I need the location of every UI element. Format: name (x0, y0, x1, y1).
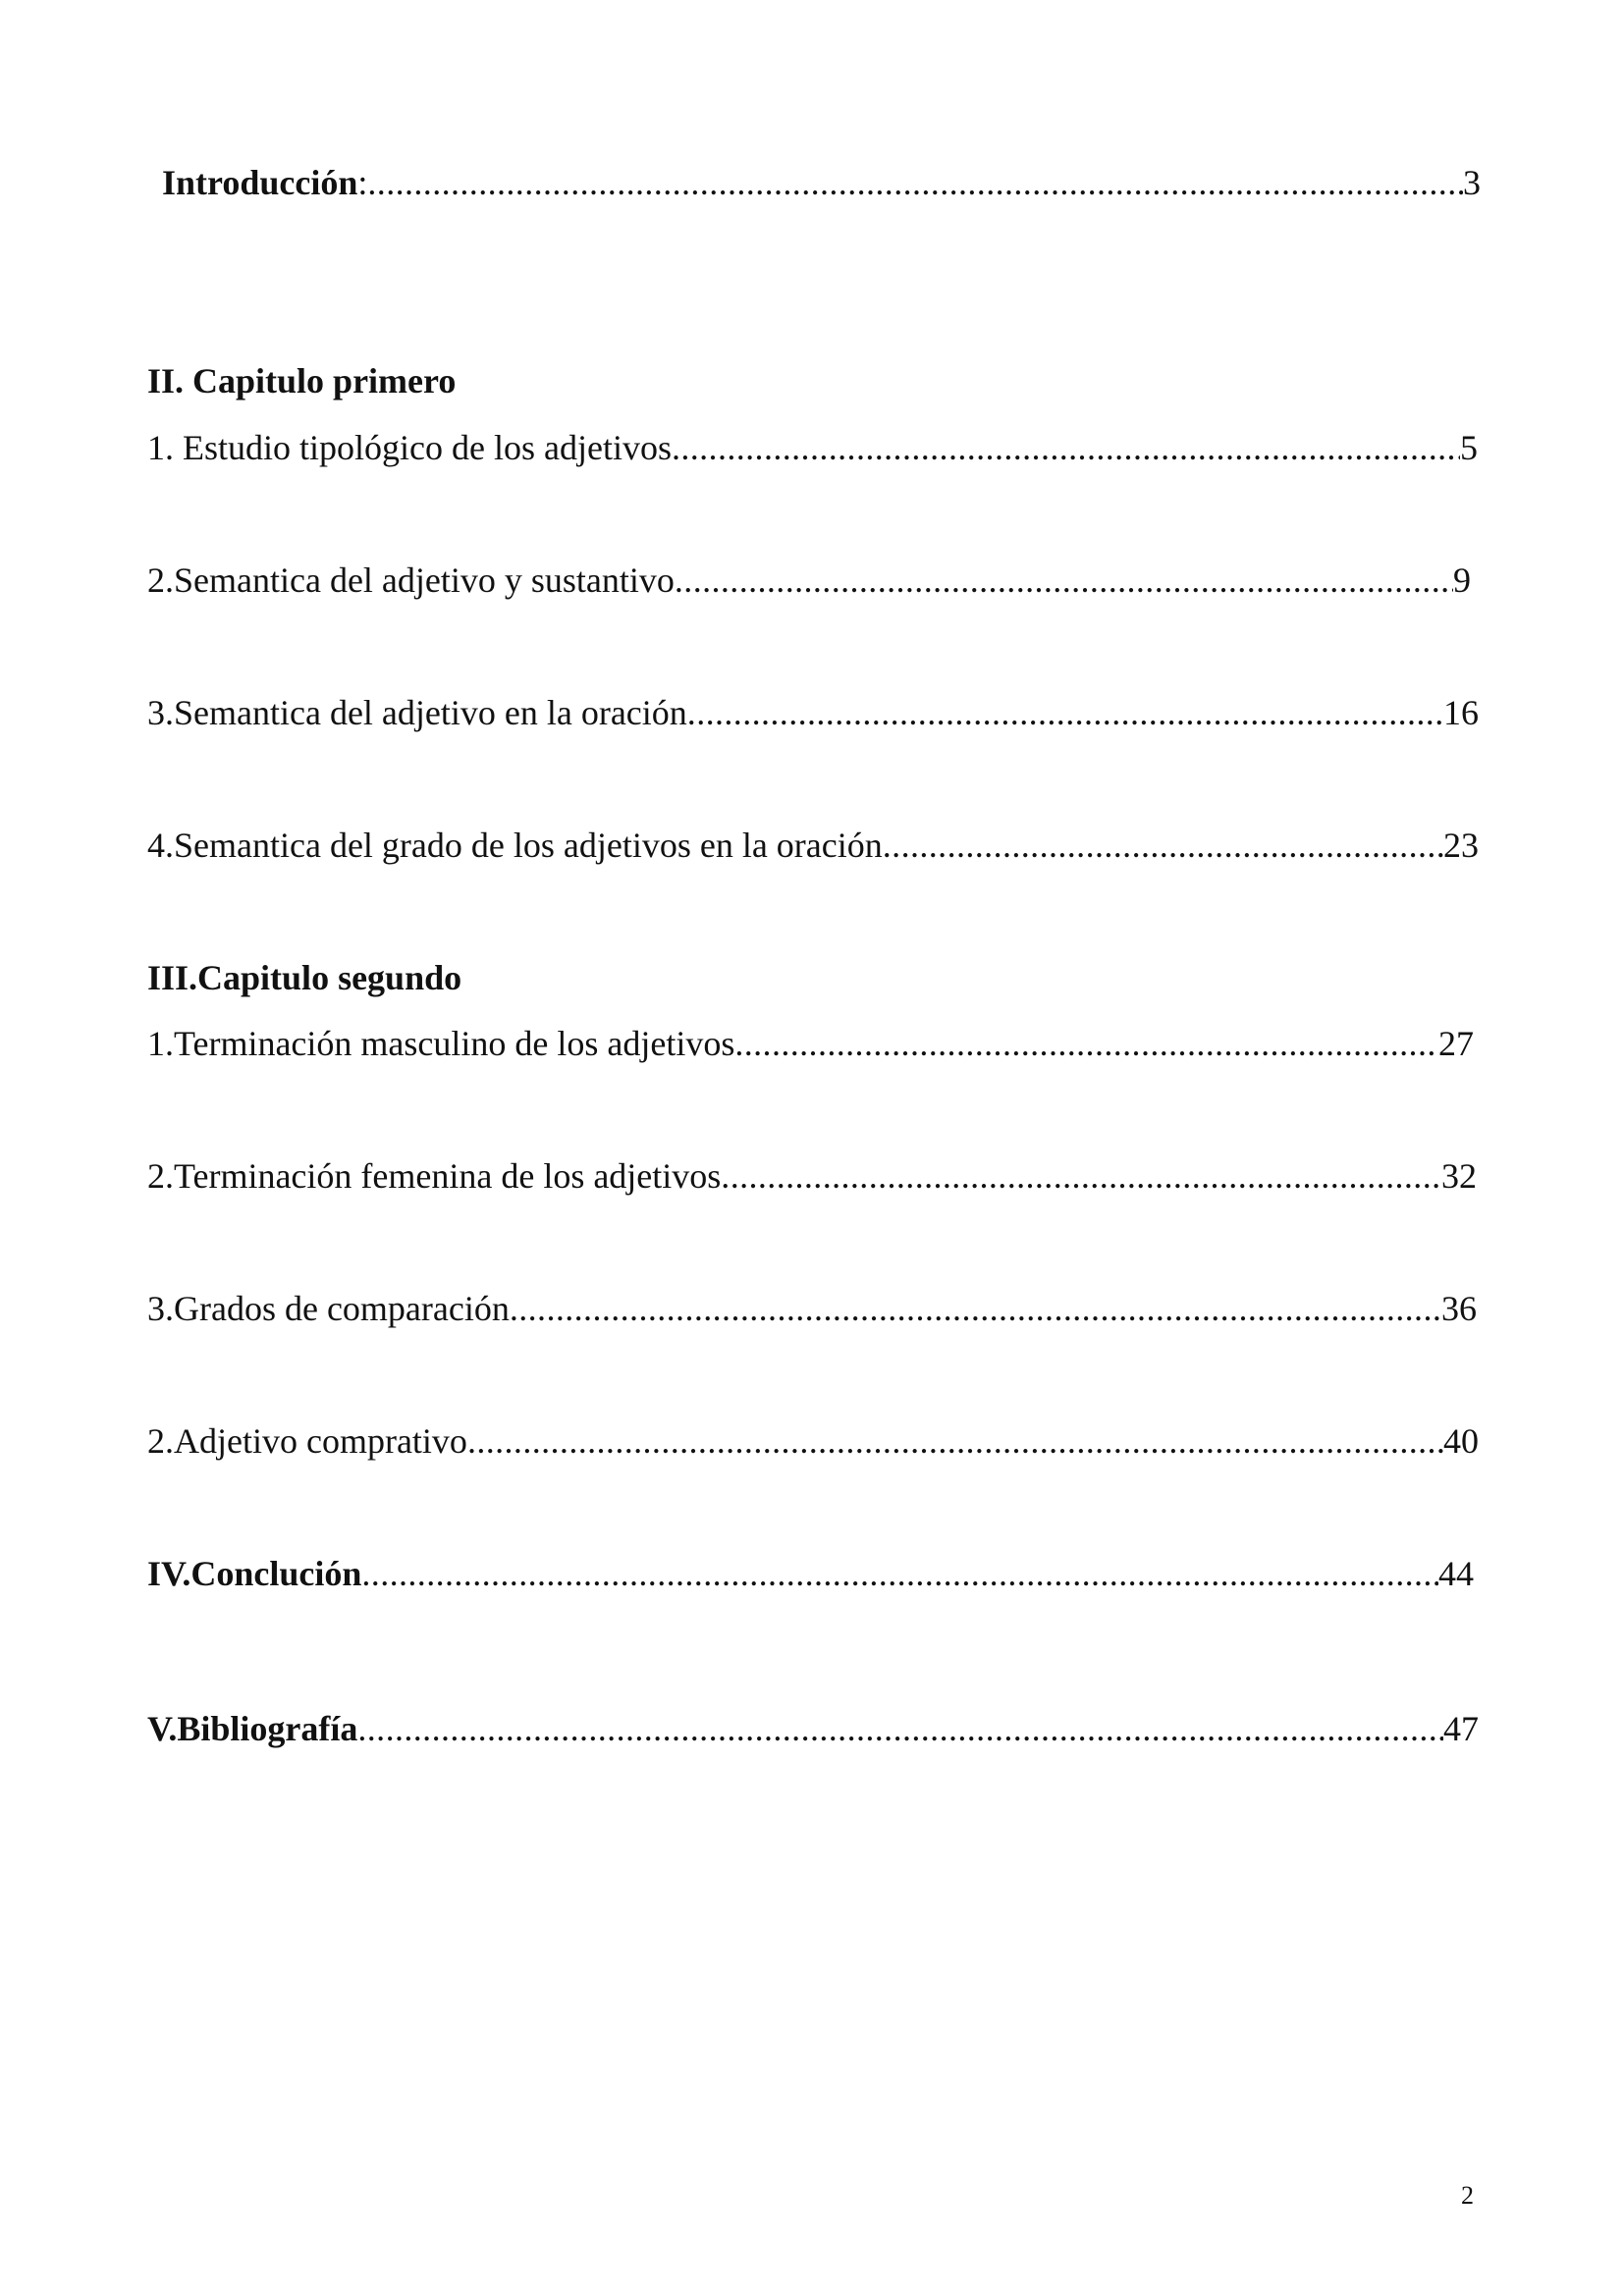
toc-entry-page: 36 (1441, 1289, 1477, 1328)
toc-entry-label: 1.Terminación masculino de los adjetivos (147, 1024, 735, 1063)
toc-entry-page: 44 (1438, 1554, 1474, 1593)
toc-leader-dots (361, 1552, 1438, 1595)
toc-entry-label: 4.Semantica del grado de los adjetivos en la oración (147, 826, 883, 865)
toc-entry-label: 2.Adjetivo comprativo (147, 1421, 467, 1461)
chapter-heading-1: II. Capitulo primero (147, 361, 457, 400)
toc-entry-page: 47 (1443, 1709, 1479, 1748)
toc-entry-label: IV.Conclución (147, 1554, 362, 1593)
toc-entry-page: 27 (1438, 1024, 1474, 1063)
toc-entry (147, 1287, 1477, 1330)
toc-entry-label: 1. Estudio tipológico de los adjetivos (147, 428, 672, 467)
toc-entry-label: V.Bibliografía (147, 1709, 358, 1748)
toc-entry-conclusion (147, 1552, 1474, 1595)
toc-leader-dots (883, 824, 1443, 867)
toc-entry-page: 32 (1441, 1156, 1477, 1196)
toc-entry-label: Introducción (162, 163, 358, 202)
toc-entry-page: 16 (1443, 693, 1479, 732)
toc-entry-label: 3.Semantica del adjetivo en la oración (147, 693, 687, 732)
toc-entry-page: 9 (1453, 561, 1471, 600)
toc-entry (147, 1419, 1479, 1463)
chapter-heading-2: III.Capitulo segundo (147, 958, 462, 997)
page-number: 2 (1461, 2181, 1474, 2210)
toc-entry-label: 2.Terminación femenina de los adjetivos (147, 1156, 722, 1196)
toc-entry (147, 1022, 1474, 1065)
toc-entry-label: 3.Grados de comparación (147, 1289, 510, 1328)
toc-leader-dots (467, 1419, 1443, 1463)
toc-leader-dots (675, 559, 1453, 602)
toc-leader-dots (672, 426, 1460, 469)
toc-entry (147, 691, 1479, 734)
toc-leader-dots (687, 691, 1443, 734)
toc-entry (147, 426, 1478, 469)
toc-leader-dots (734, 1022, 1438, 1065)
toc-entry (147, 559, 1471, 602)
toc-entry-page: 23 (1443, 826, 1479, 865)
toc-entry (147, 824, 1479, 867)
toc-entry-bibliography (147, 1707, 1479, 1750)
toc-entry-label: 2.Semantica del adjetivo y sustantivo (147, 561, 675, 600)
toc-leader-dots (721, 1154, 1441, 1198)
toc-entry-introduction (162, 161, 1481, 204)
toc-entry-page: 3 (1463, 163, 1481, 202)
toc-entry (147, 1154, 1477, 1198)
toc-entry-colon: : (357, 163, 368, 202)
toc-leader-dots (367, 161, 1463, 204)
toc-leader-dots (510, 1287, 1441, 1330)
toc-leader-dots (357, 1707, 1443, 1750)
toc-entry-page: 5 (1460, 428, 1478, 467)
toc-entry-page: 40 (1443, 1421, 1479, 1461)
